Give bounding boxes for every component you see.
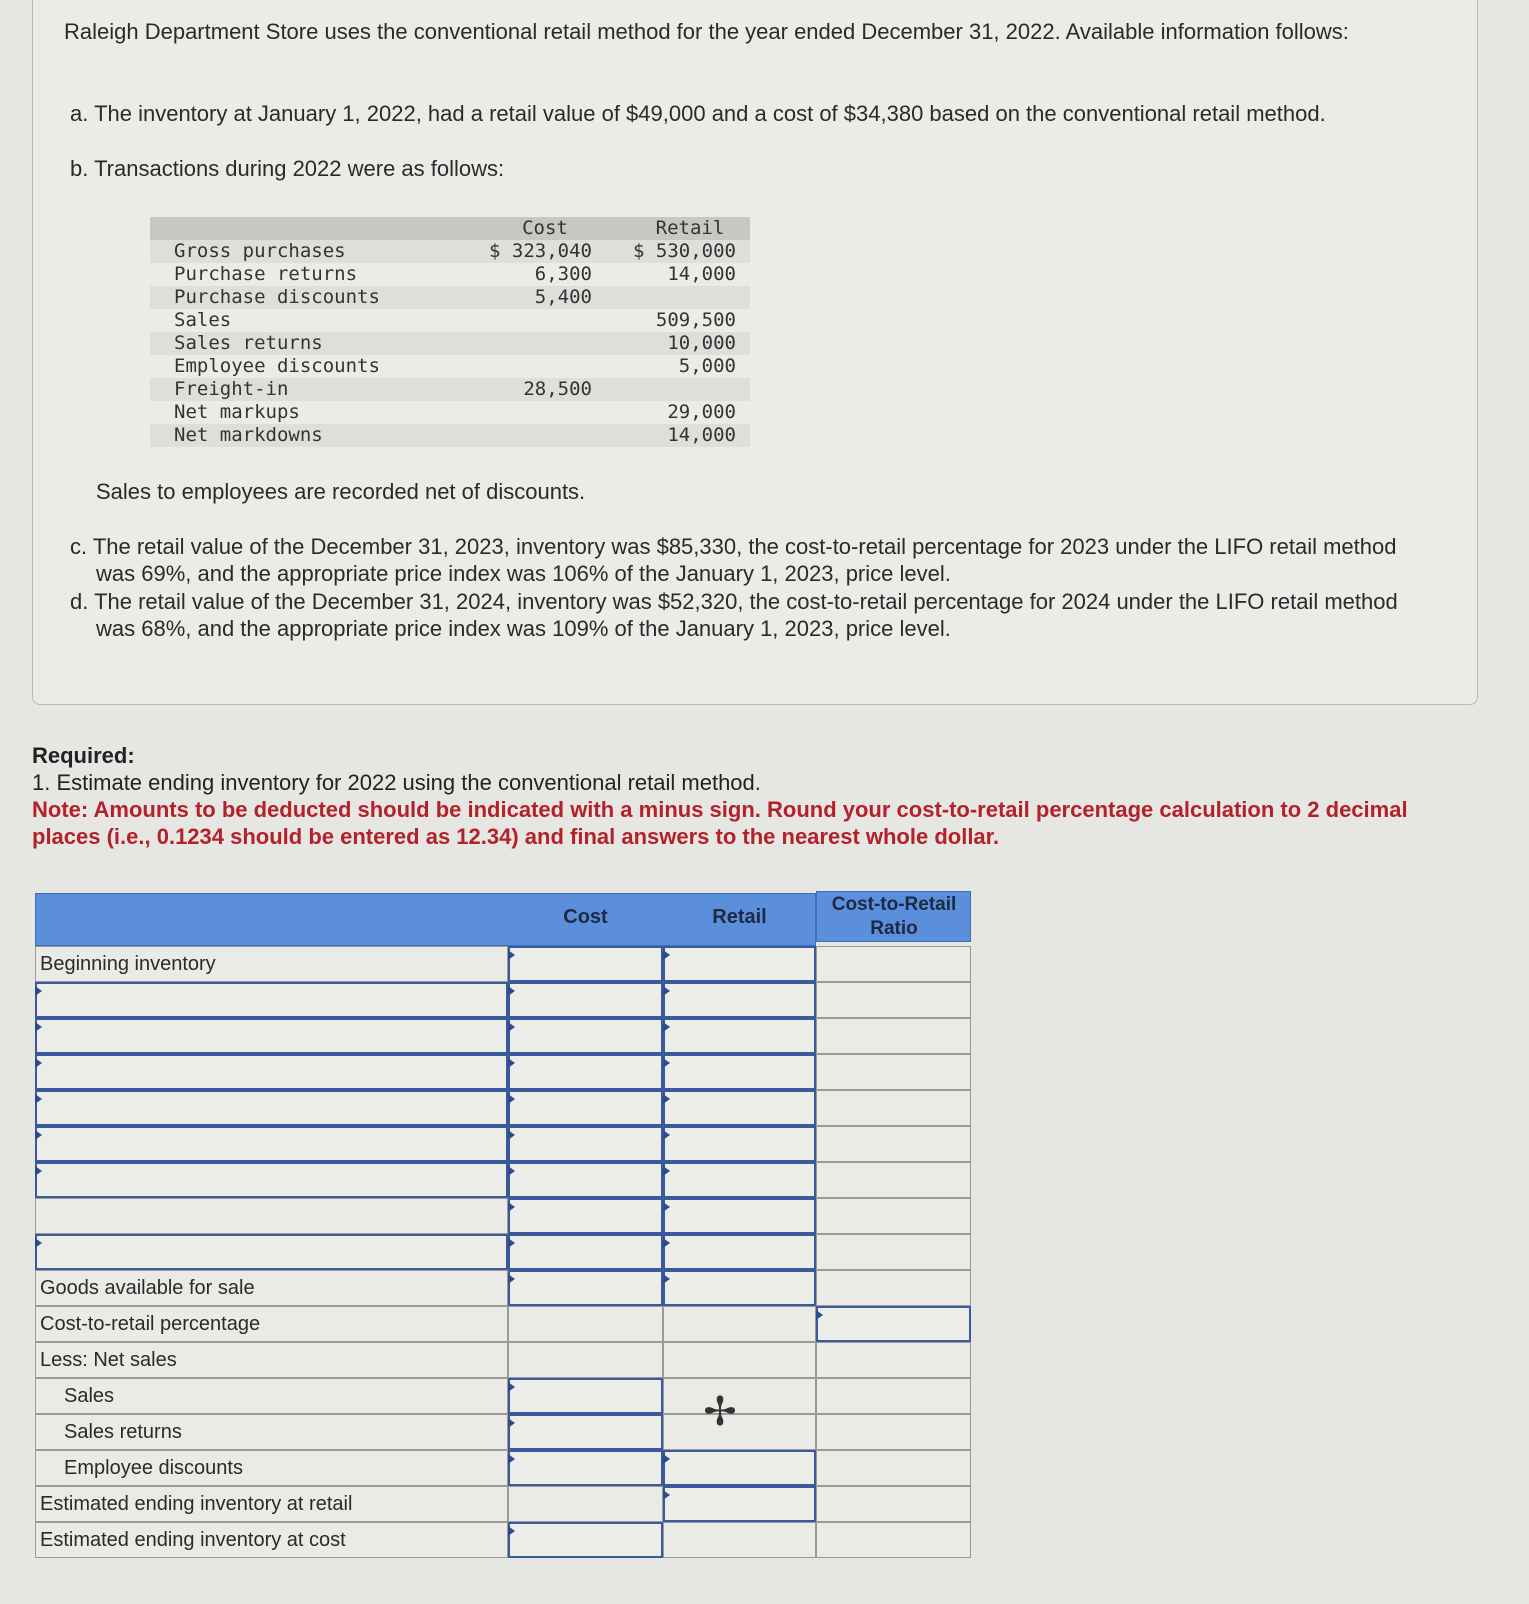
transaction-row — [150, 378, 750, 401]
cell-label — [35, 1198, 508, 1234]
required-section — [32, 742, 1452, 850]
row-label: Net markdowns — [174, 424, 323, 446]
item-d: d. The retail value of the December 31, 2024, inventory was $52,320, the cost-to-retail percentage for 2024 under the LIFO retail method was 68%, and the appropriate price index was 109% of the January 1, 2023, price level. — [70, 589, 1398, 641]
cell-ratio — [816, 1270, 971, 1306]
row-label: Net markups — [174, 401, 300, 423]
input-cell-retail[interactable] — [663, 1126, 816, 1162]
cell-ratio — [816, 1198, 971, 1234]
row-cost: $ 323,040 — [489, 240, 592, 262]
input-cell-retail[interactable] — [663, 1090, 816, 1126]
input-cell-retail[interactable] — [663, 946, 816, 982]
cell-ratio — [816, 1126, 971, 1162]
transaction-row — [150, 263, 750, 286]
item-c: c. The retail value of the December 31, 2023, inventory was $85,330, the cost-to-retail percentage for 2023 under the LIFO retail method was 69%, and the appropriate price index was 106% of the January 1, 2023, price level. — [70, 534, 1397, 586]
input-cell-label[interactable] — [35, 1162, 508, 1198]
input-cell-cost[interactable] — [508, 1018, 663, 1054]
required-title: Required: — [32, 743, 135, 768]
input-cell-retail[interactable] — [663, 1054, 816, 1090]
input-cell-cost[interactable] — [508, 1090, 663, 1126]
row-label: Sales — [174, 309, 232, 331]
transaction-row — [150, 240, 750, 263]
input-cell-cost[interactable] — [508, 1234, 663, 1270]
input-cell-retail[interactable] — [663, 1450, 816, 1486]
row-cost: 6,300 — [534, 263, 592, 285]
row-label: Purchase discounts — [174, 286, 380, 308]
row-label: Gross purchases — [174, 240, 346, 262]
intro-text: Raleigh Department Store uses the conventional retail method for the year ended December 31, 2022. Available information follows: — [64, 19, 1349, 44]
input-cell-retail[interactable] — [663, 1234, 816, 1270]
header-retail: Retail — [655, 217, 725, 239]
row-label-ratio: Cost-to-retail percentage — [40, 1313, 261, 1335]
cell-ratio — [816, 1054, 971, 1090]
input-cell-retail[interactable] — [663, 1018, 816, 1054]
transactions-header — [150, 217, 750, 240]
cell-ratio — [816, 1090, 971, 1126]
transaction-row — [150, 286, 750, 309]
cell-ratio — [816, 1162, 971, 1198]
row-label: Freight-in — [174, 378, 289, 400]
required-note: Note: Amounts to be deducted should be indicated with a minus sign. Round your cost-to-retail percentage calculation to 2 decimal places (i.e., 0.1234 should be entered as 12.34) and final answers to the nearest whole dollar. — [32, 797, 1408, 849]
input-cell-cost[interactable] — [508, 946, 663, 982]
transaction-row — [150, 309, 750, 332]
row-label-goods: Goods available for sale — [40, 1277, 255, 1299]
item-b: b. Transactions during 2022 were as follows: — [70, 156, 505, 181]
row-label: Employee discounts — [174, 355, 380, 377]
cell-ratio — [816, 1234, 971, 1270]
row-retail: $ 530,000 — [633, 240, 736, 262]
row-retail: 509,500 — [655, 309, 736, 331]
cell-ratio — [816, 1414, 971, 1450]
row-label-beginning: Beginning inventory — [40, 953, 216, 975]
cursor-crosshair-icon: ✢ — [703, 1390, 737, 1434]
input-cell-label[interactable] — [35, 1126, 508, 1162]
input-cell-ratio[interactable] — [816, 1306, 971, 1342]
input-cell-cost[interactable] — [508, 1198, 663, 1234]
cell-ratio — [816, 1018, 971, 1054]
input-cell-retail[interactable] — [663, 1270, 816, 1306]
item-a: a. The inventory at January 1, 2022, had a retail value of $49,000 and a cost of $34,380 based on the conventional retail method. — [70, 101, 1326, 126]
row-label-end-cost: Estimated ending inventory at cost — [40, 1529, 346, 1551]
input-cell-label[interactable] — [35, 1054, 508, 1090]
cell-ratio — [816, 1522, 971, 1558]
input-cell-retail[interactable] — [663, 1162, 816, 1198]
cell-retail — [663, 1306, 816, 1342]
input-cell-retail[interactable] — [663, 1198, 816, 1234]
header-cost: Cost — [522, 217, 568, 239]
input-cell-cost[interactable] — [508, 1450, 663, 1486]
cell-ratio — [816, 1486, 971, 1522]
input-cell-retail[interactable] — [663, 982, 816, 1018]
cell-retail — [663, 1414, 816, 1450]
input-cell-label[interactable] — [35, 1090, 508, 1126]
cell-retail — [663, 1522, 816, 1558]
row-retail: 5,000 — [678, 355, 736, 377]
transaction-row — [150, 355, 750, 378]
row-label-emp: Employee discounts — [64, 1457, 243, 1479]
required-task: 1. Estimate ending inventory for 2022 using the conventional retail method. — [32, 770, 761, 795]
worksheet-header-ratio-label: Cost-to-Retail Ratio — [831, 894, 957, 939]
cell-cost — [508, 1486, 663, 1522]
input-cell-cost[interactable] — [508, 1162, 663, 1198]
input-cell-label[interactable] — [35, 1018, 508, 1054]
row-retail: 14,000 — [667, 263, 736, 285]
worksheet-header-retail: Retail — [712, 906, 767, 928]
transaction-row — [150, 332, 750, 355]
input-cell-cost[interactable] — [508, 1126, 663, 1162]
input-cell-label[interactable] — [35, 982, 508, 1018]
row-label: Sales returns — [174, 332, 323, 354]
input-cell-cost[interactable] — [508, 1522, 663, 1558]
row-label-sales: Sales — [64, 1385, 115, 1407]
input-cell-cost[interactable] — [508, 1270, 663, 1306]
input-cell-cost[interactable] — [508, 982, 663, 1018]
cell-ratio — [816, 1342, 971, 1378]
row-label-returns: Sales returns — [64, 1421, 182, 1443]
employee-sales-note: Sales to employees are recorded net of discounts. — [96, 479, 586, 504]
cell-retail — [663, 1342, 816, 1378]
cell-cost — [508, 1342, 663, 1378]
row-label: Purchase returns — [174, 263, 358, 285]
cell-ratio — [816, 982, 971, 1018]
input-cell-cost[interactable] — [508, 1378, 663, 1414]
input-cell-cost[interactable] — [508, 1414, 663, 1450]
row-cost: 5,400 — [534, 286, 592, 308]
cell-ratio — [816, 1450, 971, 1486]
cell-ratio — [816, 1378, 971, 1414]
transaction-row — [150, 424, 750, 447]
row-label-end-retail: Estimated ending inventory at retail — [40, 1493, 353, 1515]
row-cost: 28,500 — [523, 378, 592, 400]
row-retail: 10,000 — [667, 332, 736, 354]
row-label-less: Less: Net sales — [40, 1349, 177, 1371]
transaction-row — [150, 401, 750, 424]
worksheet-header-cost: Cost — [563, 906, 608, 928]
cell-cost — [508, 1306, 663, 1342]
input-cell-cost[interactable] — [508, 1054, 663, 1090]
cell-retail — [663, 1378, 816, 1414]
input-cell-retail[interactable] — [663, 1486, 816, 1522]
row-retail: 14,000 — [667, 424, 736, 446]
cell-ratio — [816, 946, 971, 982]
row-retail: 29,000 — [667, 401, 736, 423]
input-cell-label[interactable] — [35, 1234, 508, 1270]
